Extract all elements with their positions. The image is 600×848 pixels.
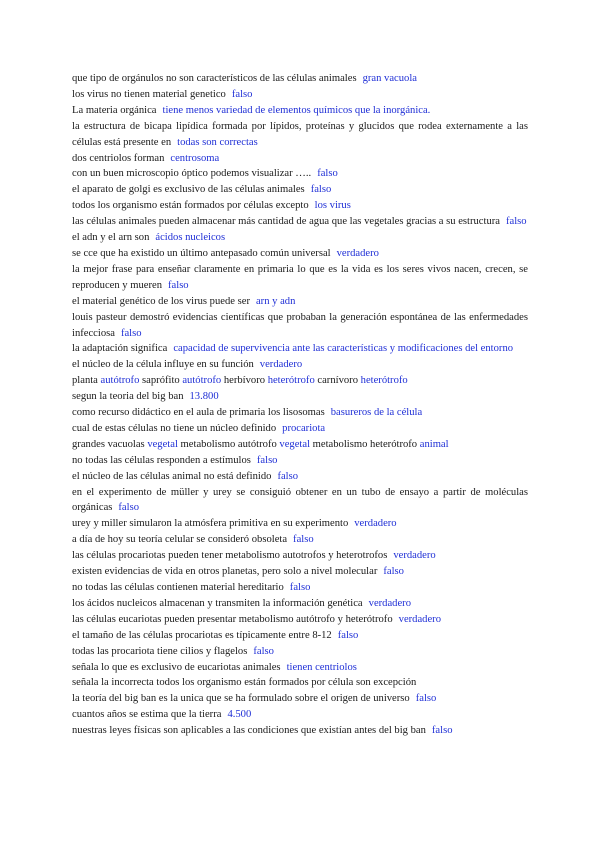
qa-line [72,707,528,723]
question-text: como recurso didáctico en el aula de primaria los lisosomas [72,407,325,419]
qa-line [72,214,528,230]
question-text: carnívoro [314,375,361,387]
question-text: cual de estas células no tiene un núcleo definido [72,422,277,434]
qa-line [72,294,528,310]
answer-text: heterótrofo [267,375,315,387]
question-text: la mejor frase para enseñar claramente en primaria lo que es la vida es los seres vivos nacen, crecen, se reproducen y mueren [72,263,528,291]
question-text: no todas las células contienen material hereditario [72,582,284,593]
question-text: el núcleo de la célula influye en su función [72,359,254,371]
answer-text: falso [118,502,139,514]
question-text: louis pasteur demostró evidencias científicas que probaban la generación espontánea de las enfermedades infecciosa [72,311,528,339]
answer-text: falso [231,88,253,100]
answer-text: tienen centriolos [286,661,357,673]
answer-text: falso [431,725,453,737]
question-text: se cce que ha existido un último antepasado común universal [72,247,331,259]
question-text: grandes vacuolas [72,438,148,450]
question-text: señala lo que es exclusivo de eucariotas animales [72,661,281,673]
question-text: los ácidos nucleicos almacenan y transmiten la información genética [72,597,363,609]
qa-line [72,596,528,612]
answer-text: centrosoma [170,152,220,164]
answer-text: falso [253,645,274,657]
question-text: saprófito [139,375,183,387]
question-text: no todas las células responden a estímulos [72,454,251,466]
question-text: las células procariotas pueden tener metabolismo autotrofos y heterotrofos [72,550,388,562]
qa-line [72,691,528,707]
question-text: herbívoro [221,375,268,387]
question-text: metabolismo heterótrofo [310,438,420,450]
qa-line [72,612,528,628]
qa-line [72,532,528,548]
answer-text: falso [168,279,189,291]
qa-line [72,644,528,660]
answer-text: falso [289,582,311,593]
qa-line [72,485,528,517]
answer-text: falso [310,184,332,196]
question-text: metabolismo autótrofo [177,438,280,450]
answer-text: tiene menos variedad de elementos químicos que la inorgánica. [162,104,431,116]
question-text: el tamaño de las células procariotas es típicamente entre 8-12 [72,629,332,641]
qa-line [72,548,528,564]
qa-line [72,580,528,596]
answer-text: falso [256,454,278,466]
answer-text: 13.800 [189,391,219,403]
answer-text: arn y adn [255,295,296,307]
question-text: el adn y el arn son [72,232,150,244]
qa-line [72,564,528,580]
qa-line [72,341,528,357]
question-text: el núcleo de las células animal no está definido [72,470,272,482]
question-text: el material genético de los virus puede ser [72,295,250,307]
question-text: que tipo de orgánulos no son característicos de las células animales [72,73,357,84]
qa-line [72,628,528,644]
answer-text: falso [415,693,437,705]
answer-text: verdadero [336,247,379,259]
question-text: con un buen microscopio óptico podemos visualizar ….. [72,168,312,180]
answer-text: vegetal [147,438,178,450]
question-text: todos los organismo están formados por células excepto [72,200,309,212]
document-page [72,71,528,739]
question-text: los virus no tienen material genetico [72,88,226,100]
qa-line [72,166,528,182]
answer-text: autótrofo [100,375,140,387]
qa-line [72,357,528,373]
qa-line [72,246,528,262]
qa-line [72,71,528,87]
answer-text: falso [337,629,359,641]
qa-line [72,373,528,389]
qa-line [72,723,528,739]
qa-line [72,310,528,342]
answer-text: falso [120,327,142,339]
question-text: todas las procariota tiene cilios y flagelos [72,645,248,657]
qa-line [72,262,528,294]
question-text: existen evidencias de vida en otros planetas, pero solo a nivel molecular [72,566,378,578]
answer-text: autótrofo [182,375,222,387]
answer-text: verdadero [259,359,303,371]
question-text: las células animales pueden almacenar más cantidad de agua que las vegetales gracias a su estructura [72,216,500,228]
qa-line [72,660,528,676]
question-text: segun la teoria del big ban [72,391,184,403]
answer-text: verdadero [368,597,411,609]
answer-text: falso [505,216,527,228]
answer-text: los virus [314,200,351,212]
answer-text: heterótrofo [360,375,408,387]
answer-text: procariota [282,422,326,434]
qa-line [72,103,528,119]
question-text: planta [72,375,101,387]
answer-text: falso [277,470,299,482]
qa-line [72,421,528,437]
question-text: señala la incorrecta todos los organismo están formados por célula son excepción [72,677,417,689]
answer-text: falso [293,534,314,546]
qa-line [72,675,528,691]
answer-text: basureros de la célula [330,407,423,419]
answer-text: gran vacuola [362,73,417,84]
qa-line [72,405,528,421]
question-text: nuestras leyes físicas son aplicables a las condiciones que existían antes del big ban [72,725,426,737]
question-text: la adaptación significa [72,343,168,355]
answer-text: verdadero [398,613,441,625]
question-text: dos centriolos forman [72,152,165,164]
qa-line [72,151,528,167]
question-text: en el experimento de müller y urey se consiguió obtener en un tubo de ensayo a partir de moléculas orgánicas [72,486,528,514]
qa-line [72,230,528,246]
question-text: el aparato de golgi es exclusivo de las células animales [72,184,305,196]
qa-line [72,453,528,469]
question-text: urey y miller simularon la atmósfera primitiva en su experimento [72,518,349,530]
question-text: las células eucariotas pueden presentar metabolismo autótrofo y heterótrofo [72,613,393,625]
qa-line [72,469,528,485]
question-text: la teoría del big ban es la unica que se ha formulado sobre el origen de universo [72,693,410,705]
qa-line [72,87,528,103]
qa-line [72,198,528,214]
qa-line [72,119,528,151]
answer-text: ácidos nucleicos [155,232,226,244]
question-text: La materia orgánica [72,104,157,116]
question-text: cuantos años se estima que la tierra [72,709,222,721]
answer-text: verdadero [393,550,436,562]
qa-line [72,516,528,532]
answer-text: vegetal [279,438,311,450]
answer-text: falso [383,566,404,578]
question-text: la estructura de bicapa lipídica formada por lípidos, proteínas y glucidos que rodea externamente a las células está presente en [72,120,528,148]
qa-line [72,389,528,405]
qa-line [72,437,528,453]
qa-line [72,182,528,198]
answer-text: animal [419,438,449,450]
answer-text: 4.500 [227,709,252,721]
question-text: a día de hoy su teoría celular se consideró obsoleta [72,534,288,546]
answer-text: capacidad de supervivencia ante las características y modificaciones del entorno [173,343,514,355]
answer-text: verdadero [354,518,397,530]
answer-text: todas son correctas [177,136,258,148]
answer-text: falso [317,168,338,180]
